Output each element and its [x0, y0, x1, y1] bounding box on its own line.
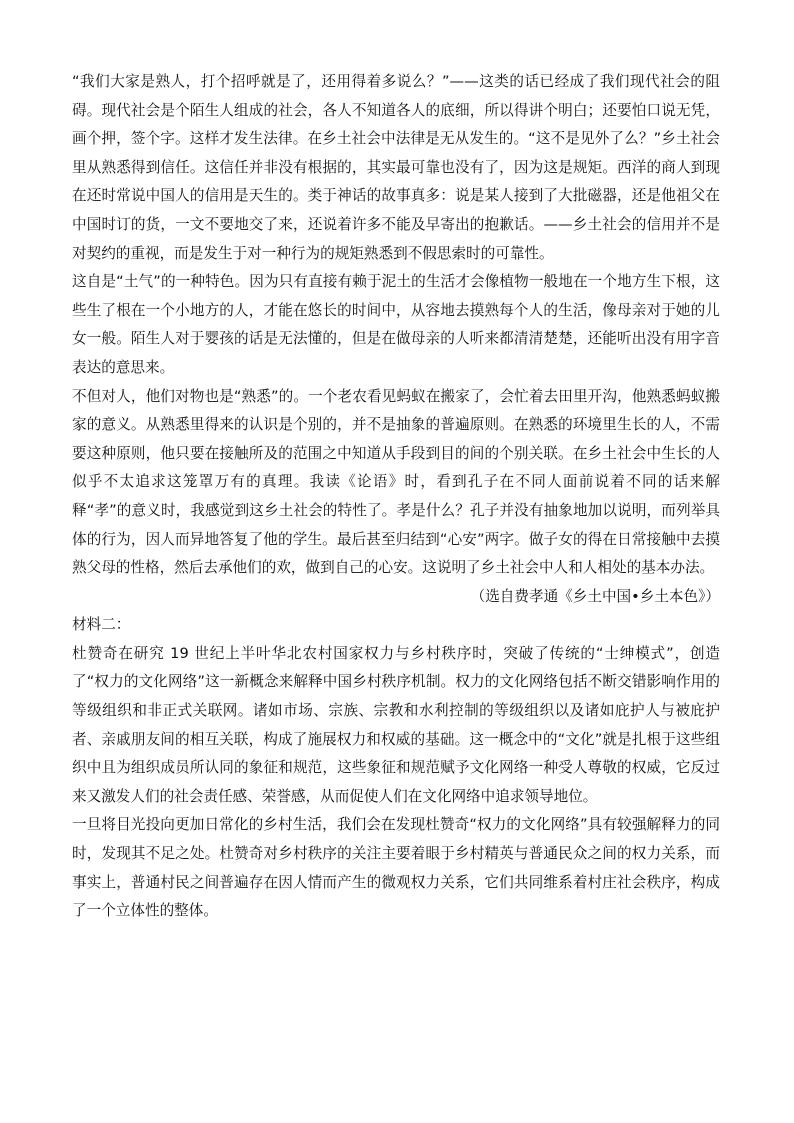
document-body [72, 68, 720, 926]
material2-paragraph-1: 杜赞奇在研究 19 世纪上半叶华北农村国家权力与乡村秩序时，突破了传统的“士绅模式”，创造了“权力的文化网络”这一新概念来解释中国乡村秩序机制。权力的文化网络包括不断交错影响作用的等级组织和非正式关联网。诸如市场、宗族、宗教和水利控制的等级组织以及诸如庇护人与被庇护者、亲戚朋友间的相互关联，构成了施展权力和权威的基础。这一概念中的“文化”就是扎根于这些组织中且为组织成员所认同的象征和规范，这些象征和规范赋予文化网络一种受人尊敬的权威，它反过来又激发人们的社会责任感、荣誉感，从而促使人们在文化网络中追求领导地位。 [72, 644, 720, 805]
material1-paragraph-2: 这自是“土气”的一种特色。因为只有直接有赖于泥土的生活才会像植物一般地在一个地方生下根，这些生了根在一个小地方的人，才能在悠长的时间中，从容地去摸熟每个人的生活，像母亲对于她的儿女一般。陌生人对于婴孩的话是无法懂的，但是在做母亲的人听来都清清楚楚，还能听出没有用字音表达的意思来。 [72, 273, 720, 376]
material1-source-citation: （选自费孝通《乡土中国•乡土本色》） [470, 587, 720, 605]
material1-paragraph-3: 不但对人，他们对物也是“熟悉”的。一个老农看见蚂蚁在搬家了，会忙着去田里开沟，他熟悉蚂蚁搬家的意义。从熟悉里得来的认识是个别的，并不是抽象的普遍原则。在熟悉的环境里生长的人，不需要这种原则，他只要在接触所及的范围之中知道从手段到目的间的个别关联。在乡土社会中生长的人似乎不太追求这笼罩万有的真理。我读《论语》时，看到孔子在不同人面前说着不同的话来解释“孝”的意义时，我感觉到这乡土社会的特性了。孝是什么？孔子并没有抽象地加以说明，而列举具体的行为，因人而异地答复了他的学生。最后甚至归结到“心安”两字。做子女的得在日常接触中去摸熟父母的性格，然后去承他们的欢，做到自己的心安。这说明了乡土社会中人和人相处的基本办法。 [72, 387, 720, 577]
material2-heading: 材料二： [72, 616, 131, 634]
material2-paragraph-2: 一旦将目光投向更加日常化的乡村生活，我们会在发现杜赞奇“权力的文化网络”具有较强解释力的同时，发现其不足之处。杜赞奇对乡村秩序的关注主要着眼于乡村精英与普通民众之间的权力关系，而事实上，普通村民之间普遍存在因人情而产生的微观权力关系，它们共同维系着村庄社会秩序，构成了一个立体性的整体。 [72, 816, 720, 920]
material1-paragraph-1: “我们大家是熟人，打个招呼就是了，还用得着多说么？”——这类的话已经成了我们现代社会的阻碍。现代社会是个陌生人组成的社会，各人不知道各人的底细，所以得讲个明白；还要怕口说无凭，画个押，签个字。这样才发生法律。在乡土社会中法律是无从发生的。“这不是见外了么？”乡土社会里从熟悉得到信任。这信任并非没有根据的，其实最可靠也没有了，因为这是规矩。西洋的商人到现在还时常说中国人的信用是天生的。类于神话的故事真多：说是某人接到了大批磁器，还是他祖父在中国时订的货，一文不要地交了来，还说着许多不能及早寄出的抱歉话。——乡土社会的信用并不是对契约的重视，而是发生于对一种行为的规矩熟悉到不假思索时的可靠性。 [72, 73, 721, 262]
